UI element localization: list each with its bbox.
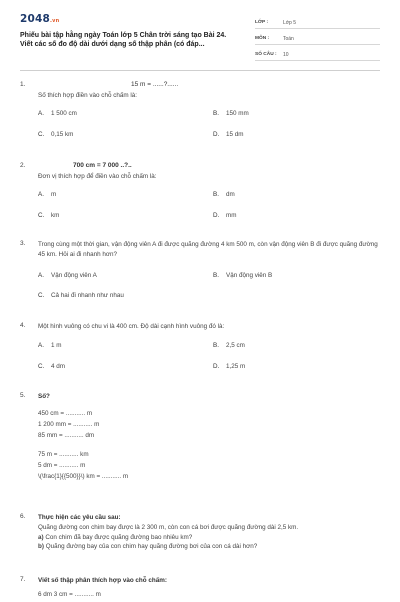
part-text: Con chim đã bay được quãng đường bao nhiêu km?: [45, 533, 193, 541]
option-text: 1 m: [51, 341, 62, 349]
fill-in-group-a: [38, 410, 380, 443]
option-letter: D.: [213, 211, 220, 219]
question-6: [20, 513, 380, 552]
option-text: dm: [226, 190, 235, 198]
question-2: [20, 162, 380, 220]
meta-value: Toán: [283, 35, 294, 42]
question-3: [20, 240, 380, 300]
fill-in-line[interactable]: 85 mm = ........... dm: [38, 431, 95, 439]
question-number: 4.: [20, 322, 26, 329]
logo-suffix: .vn: [50, 18, 60, 24]
fill-in-line[interactable]: 1 200 mm = ........... m: [38, 420, 100, 428]
question-part-b: [38, 542, 380, 552]
option-letter: B.: [213, 271, 219, 279]
option-letter: B.: [213, 341, 219, 349]
option-text: 1 500 cm: [51, 109, 77, 117]
option-d[interactable]: [213, 212, 388, 220]
fill-in-line[interactable]: \(\frac{1}{{500}}\) km = ........... m: [38, 472, 129, 480]
meta-value: 10: [283, 51, 289, 58]
question-1: [20, 81, 380, 139]
question-stem: Đơn vị thích hợp để điền vào chỗ chấm là:: [38, 173, 157, 181]
fill-in-line[interactable]: 6 dm 3 cm = ........... m: [38, 590, 101, 598]
option-text: 1,25 m: [226, 362, 246, 370]
option-letter: A.: [38, 271, 44, 279]
option-letter: C.: [38, 130, 45, 138]
question-part-a: [38, 533, 380, 543]
answer-options: [38, 110, 380, 139]
fill-in-line[interactable]: 5 dm = ........... m: [38, 461, 86, 469]
option-letter: D.: [213, 130, 220, 138]
fill-in-group-b: [38, 451, 380, 484]
meta-value: Lớp 5: [283, 19, 297, 26]
option-letter: C.: [38, 362, 45, 370]
option-letter: A.: [38, 190, 44, 198]
option-letter: C.: [38, 211, 45, 219]
option-letter: D.: [213, 362, 220, 370]
option-d[interactable]: [213, 363, 388, 371]
meta-label: MÔN :: [255, 36, 270, 42]
part-label: a): [38, 533, 44, 541]
option-text: m: [51, 190, 57, 198]
option-b[interactable]: [213, 191, 388, 199]
question-equation: 15 m = ......?......: [131, 81, 179, 88]
meta-label: SỐ CÂU :: [255, 52, 277, 58]
question-number: 1.: [20, 81, 26, 88]
question-stem: Số thích hợp điền vào chỗ chấm là:: [38, 92, 137, 100]
question-4: [20, 322, 380, 370]
option-text: 2,5 cm: [226, 341, 245, 349]
meta-subject-row: [255, 31, 380, 45]
answer-options: [38, 272, 380, 301]
option-a[interactable]: [38, 342, 213, 350]
option-text: km: [51, 211, 60, 219]
option-text: 0,15 km: [51, 130, 74, 138]
option-c[interactable]: [38, 363, 213, 371]
option-text: Vận động viên B: [226, 271, 273, 279]
option-letter: B.: [213, 109, 219, 117]
part-label: b): [38, 543, 44, 551]
question-number: 7.: [20, 576, 26, 583]
logo-text: 2048: [20, 13, 51, 25]
option-c[interactable]: [38, 131, 213, 139]
meta-count-row: [255, 47, 380, 61]
answer-options: [38, 191, 380, 220]
question-number: 6.: [20, 513, 26, 520]
part-text: Quãng đường bay của con chim hay quãng đường bơi của con cá dài hơn?: [45, 543, 258, 551]
fill-in-line[interactable]: 450 cm = ........... m: [38, 409, 93, 417]
question-equation: 700 cm = 7 000 ..?..: [73, 162, 132, 169]
option-b[interactable]: [213, 272, 388, 280]
option-a[interactable]: [38, 272, 213, 280]
question-stem: Một hình vuông có chu vi là 400 cm. Độ dài cạnh hình vuông đó là:: [38, 323, 225, 330]
option-letter: C.: [38, 292, 45, 300]
question-stem: Quãng đường con chim bay được là 2 300 m, còn con cá bơi được quãng đường dài 2,5 km.: [38, 523, 299, 531]
question-stem: Trong cùng một thời gian, vận động viên A đi được quãng đường 4 km 500 m, còn vận động viên B đi được quãng đường 45 km. Hỏi ai đi nhanh hơn?: [38, 241, 378, 258]
question-number: 3.: [20, 240, 26, 247]
option-a[interactable]: [38, 191, 213, 199]
question-number: 5.: [20, 392, 26, 399]
option-b[interactable]: [213, 110, 388, 118]
option-c[interactable]: [38, 212, 213, 220]
worksheet-title: Phiếu bài tập hằng ngày Toán lớp 5 Chân trời sáng tạo Bài 24. Viết các số đo độ dài dưới dạng số thập phân (có đáp...: [20, 32, 227, 49]
option-letter: A.: [38, 341, 44, 349]
answer-options: [38, 342, 380, 371]
question-7: [20, 576, 380, 602]
meta-label: LỚP :: [255, 20, 269, 26]
option-text: mm: [226, 211, 237, 219]
option-text: 4 dm: [51, 362, 65, 370]
worksheet-meta: [255, 15, 380, 63]
question-title: Số?: [38, 393, 50, 400]
question-title: Viết số thập phân thích hợp vào chỗ chấm:: [38, 577, 167, 584]
fill-in-line[interactable]: 75 m = ........... km: [38, 450, 89, 458]
option-b[interactable]: [213, 342, 388, 350]
meta-class-row: [255, 15, 380, 29]
option-text: 150 mm: [226, 109, 249, 117]
header-divider: [20, 70, 380, 71]
option-text: 15 dm: [226, 130, 244, 138]
option-text: Cả hai đi nhanh như nhau: [51, 292, 124, 300]
option-letter: B.: [213, 190, 219, 198]
question-title: Thực hiện các yêu cầu sau:: [38, 514, 121, 521]
option-letter: A.: [38, 109, 44, 117]
option-text: Vận động viên A: [51, 271, 97, 279]
question-5: [20, 392, 380, 484]
option-d[interactable]: [213, 131, 388, 139]
question-number: 2.: [20, 162, 26, 169]
option-c[interactable]: [38, 292, 213, 300]
option-a[interactable]: [38, 110, 213, 118]
